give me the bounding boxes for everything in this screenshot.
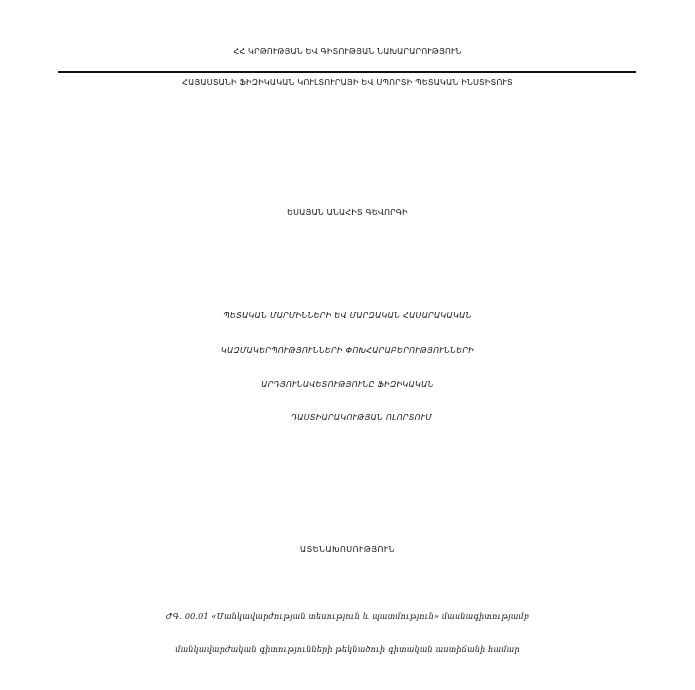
header-divider [58, 71, 636, 73]
title-line: ԱՐԴՅՈՒՆԱՎԵՏՈՒԹՅՈՒՆԸ ՖԻԶԻԿԱԿԱՆ [261, 380, 434, 389]
title-line: ԴԱՍՏԻԱՐԱԿՈՒԹՅԱՆ ՈԼՈՐՏՈՒՄ [290, 413, 433, 422]
document-type: ԱՏԵՆԱԽՈՍՈՒԹՅՈՒՆ [299, 545, 395, 554]
title-line: ՊԵՏԱԿԱՆ ՄԱՐՄԻՆՆԵՐԻ ԵՎ ՄԱՐԶԱԿԱՆ ՀԱՍԱՐԱԿԱԿԱՆ [223, 311, 472, 320]
specialty-line: մանկավարժական գիտությունների թեկնածուի գիտական աստիճանի համար [175, 645, 520, 654]
author-name: ԵՍԱՅԱՆ ԱՆԱՀԻՏ ԳԵՎՈՐԳԻ [287, 208, 408, 217]
specialty-line: ԺԳ. 00.01 «Մանկավարժության տեսություն և պատմություն» մասնագիտությամբ [165, 612, 530, 621]
ministry-name: ՀՀ ԿՐԹՈՒԹՅԱՆ ԵՎ ԳԻՏՈՒԹՅԱՆ ՆԱԽԱՐԱՐՈՒԹՅՈՒՆ [233, 47, 462, 56]
title-line: ԿԱԶՄԱԿԵՐՊՈՒԹՅՈՒՆՆԵՐԻ ՓՈԽՀԱՐԱԲԵՐՈՒԹՅՈՒՆՆԵՐԻ [220, 346, 475, 355]
institute-name: ՀԱՅԱՍՏԱՆԻ ՖԻԶԻԿԱԿԱՆ ԿՈՒԼՏՈՒՐԱՅԻ ԵՎ ՍՊՈՐՏԻ ՊԵՏԱԿԱՆ ԻՆՍՏԻՏՈՒՏ [182, 78, 513, 87]
